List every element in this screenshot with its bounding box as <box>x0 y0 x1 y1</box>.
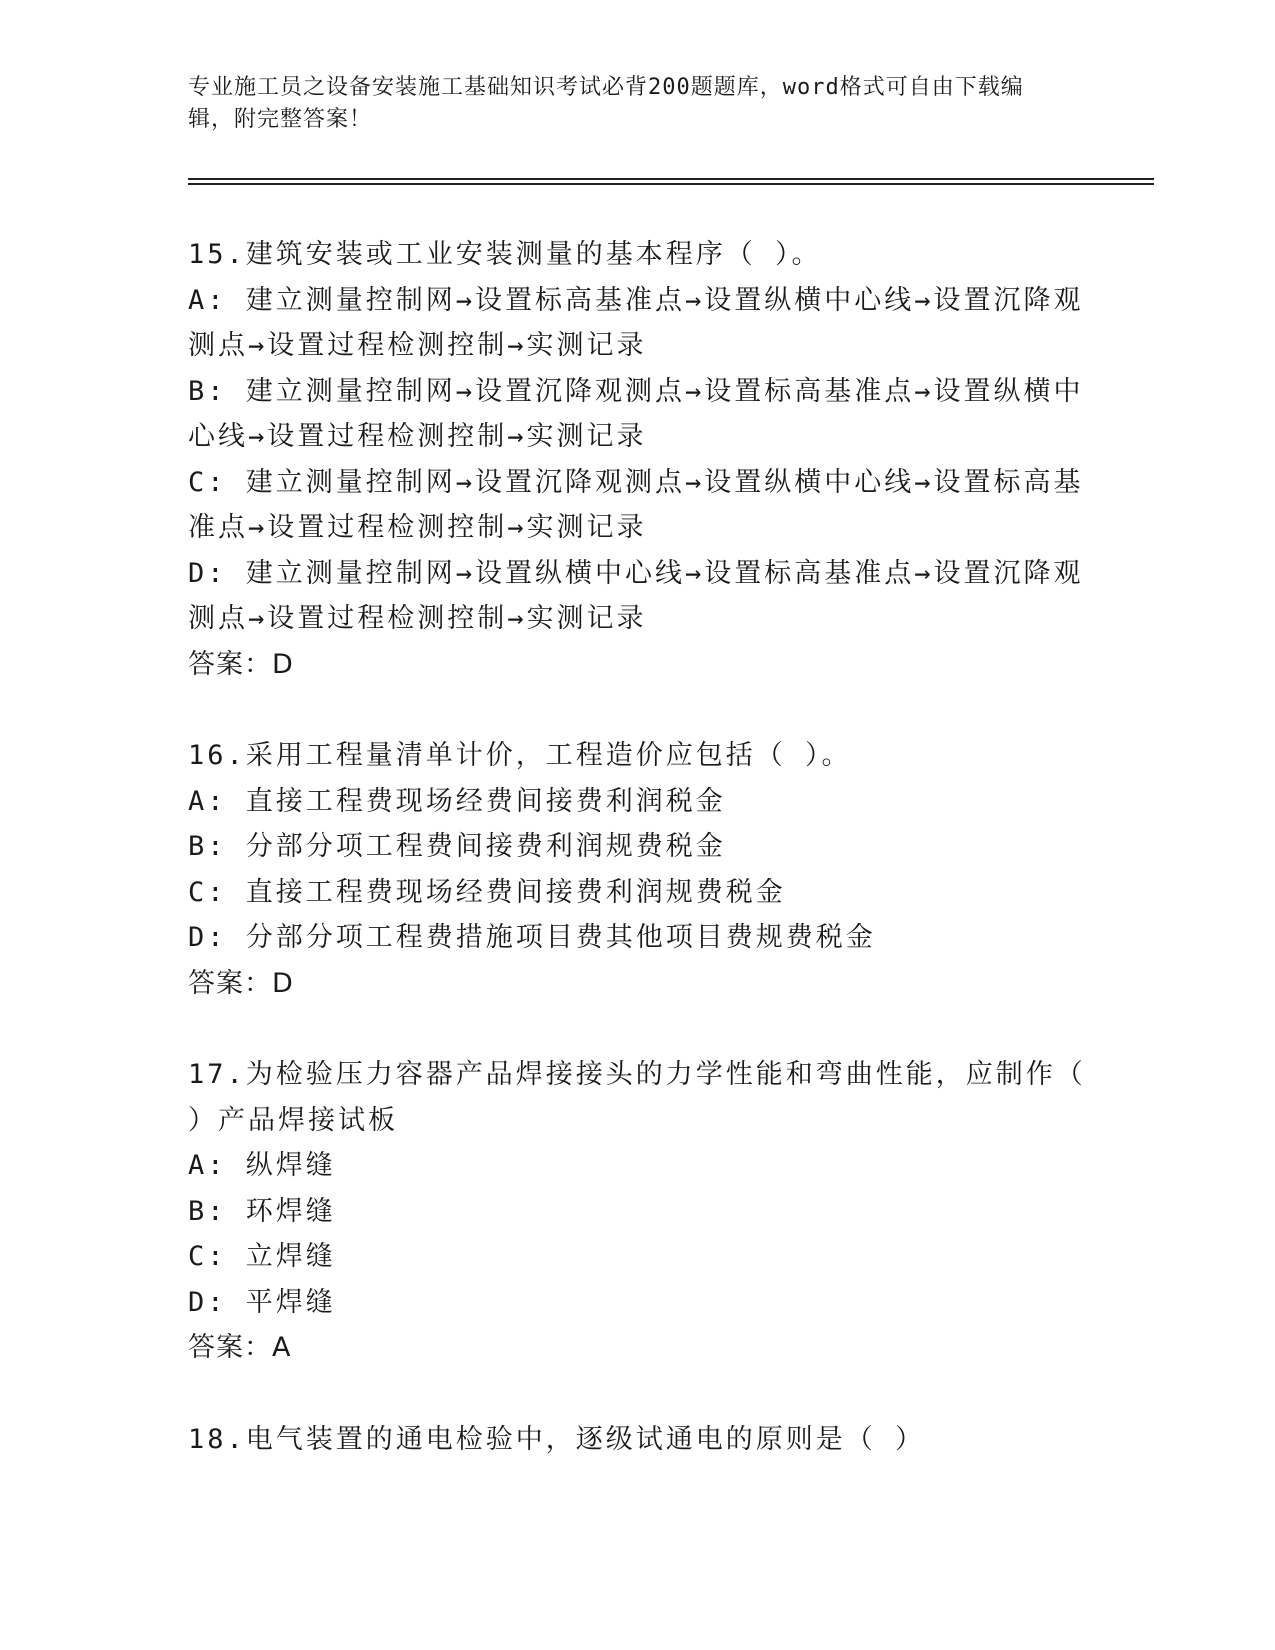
question-17 <box>188 1052 1088 1371</box>
option-d: D: 分部分项工程费措施项目费其他项目费规费税金 <box>188 922 876 953</box>
question-stem: 17.为检验压力容器产品焊接接头的力学性能和弯曲性能，应制作（ ）产品焊接试板 <box>188 1059 1086 1136</box>
answer-line: 答案：A <box>188 1332 292 1363</box>
option-c: C: 立焊缝 <box>188 1241 336 1272</box>
option-a: A: 直接工程费现场经费间接费利润税金 <box>188 785 726 817</box>
header-divider-top <box>188 178 1154 180</box>
question-list <box>188 232 1088 1508</box>
answer-line: 答案：D <box>188 967 294 999</box>
document-header: 专业施工员之设备安装施工基础知识考试必背200题题库，word格式可自由下载编辑，附完整答案！ <box>188 75 1024 132</box>
question-15 <box>188 232 1088 687</box>
option-c: C: 直接工程费现场经费间接费利润规费税金 <box>188 876 786 908</box>
option-a: A: 纵焊缝 <box>188 1150 336 1181</box>
question-stem: 18.电气装置的通电检验中，逐级试通电的原则是（ ） <box>188 1423 926 1455</box>
question-stem: 15.建筑安装或工业安装测量的基本程序（ ）。 <box>188 239 822 270</box>
header-divider-bottom <box>188 183 1154 185</box>
option-c: C: 建立测量控制网→设置沉降观测点→设置纵横中心线→设置标高基准点→设置过程检测控制→实测记录 <box>188 466 1084 543</box>
option-a: A: 建立测量控制网→设置标高基准点→设置纵横中心线→设置沉降观测点→设置过程检测控制→实测记录 <box>188 284 1084 361</box>
question-16 <box>188 733 1088 1006</box>
option-d: D: 平焊缝 <box>188 1286 336 1318</box>
option-d: D: 建立测量控制网→设置纵横中心线→设置标高基准点→设置沉降观测点→设置过程检测控制→实测记录 <box>188 557 1084 634</box>
option-b: B: 环焊缝 <box>188 1195 336 1227</box>
answer-line: 答案：D <box>188 648 294 680</box>
option-b: B: 分部分项工程费间接费利润规费税金 <box>188 831 726 862</box>
question-stem: 16.采用工程量清单计价，工程造价应包括（ ）。 <box>188 740 852 771</box>
question-18 <box>188 1417 1088 1463</box>
option-b: B: 建立测量控制网→设置沉降观测点→设置标高基准点→设置纵横中心线→设置过程检测控制→实测记录 <box>188 375 1084 452</box>
